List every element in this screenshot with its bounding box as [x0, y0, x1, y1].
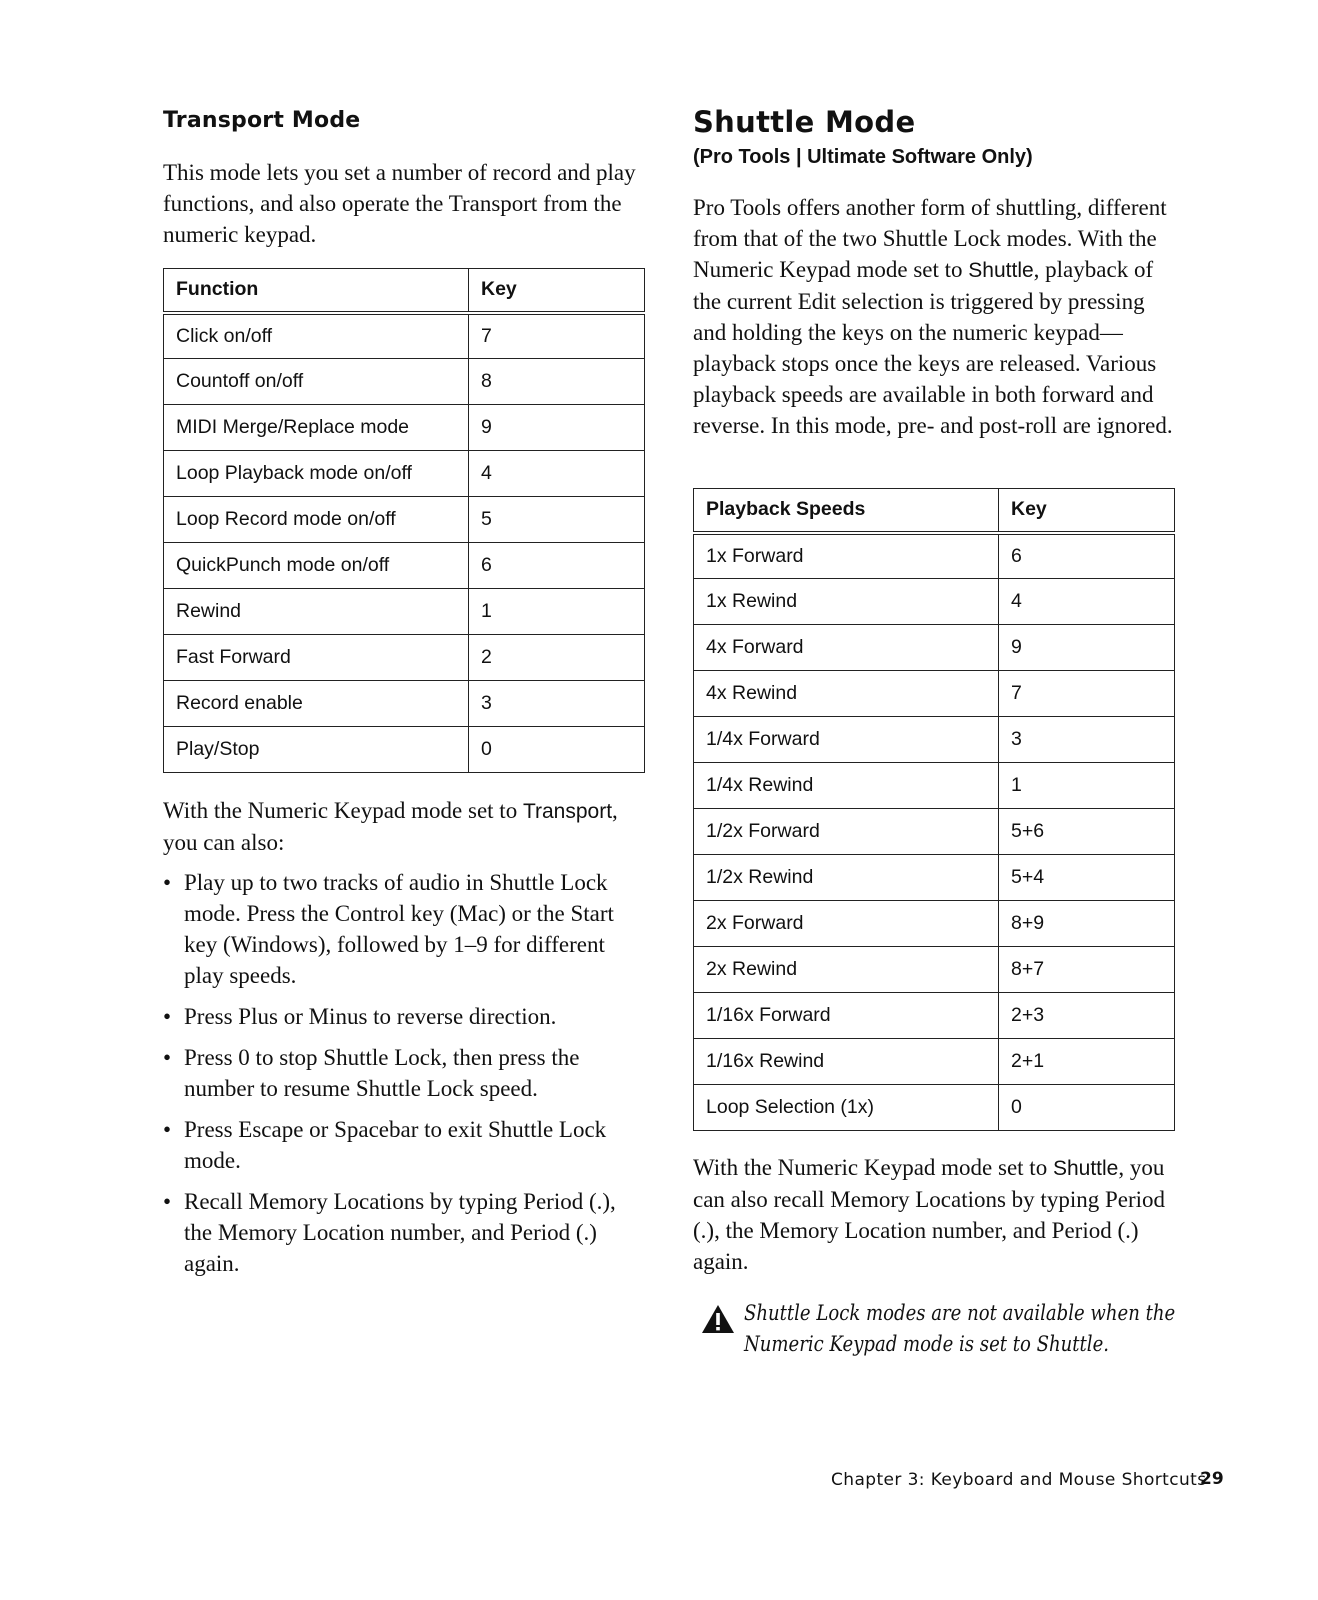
table-row: [694, 671, 1175, 717]
table-cell-key: 0: [469, 727, 645, 773]
transport-mode-heading: Transport Mode: [163, 108, 361, 133]
transport-intro: This mode lets you set a number of record and play functions, and also operate the Transport from the numeric keypad.: [163, 160, 636, 247]
table-cell-key: 8+9: [999, 901, 1175, 947]
warning-note-text: Shuttle Lock modes are not available when the Numeric Keypad mode is set to Shuttle.: [744, 1301, 1176, 1356]
table-cell-key: 5+6: [999, 809, 1175, 855]
table-cell-key: 6: [999, 533, 1175, 579]
table-cell-label: 1/2x Forward: [694, 809, 999, 855]
table-row: [164, 681, 645, 727]
playback-speeds-table: [693, 488, 1175, 1131]
shuttle-after-keyword: Shuttle: [1052, 1157, 1119, 1180]
table-cell-label: Play/Stop: [164, 727, 469, 773]
table-row: [694, 579, 1175, 625]
table-row: [164, 543, 645, 589]
transport-bullet-list: [163, 867, 645, 1289]
table-cell-label: 1x Rewind: [694, 579, 999, 625]
table-cell-key: 9: [999, 625, 1175, 671]
table-cell-label: MIDI Merge/Replace mode: [164, 405, 469, 451]
table-row: [164, 313, 645, 359]
table-cell-key: 2+3: [999, 993, 1175, 1039]
table-cell-key: 6: [469, 543, 645, 589]
table-cell-label: 1/16x Forward: [694, 993, 999, 1039]
table-cell-label: 2x Forward: [694, 901, 999, 947]
table-cell-key: 5: [469, 497, 645, 543]
table-cell-key: 5+4: [999, 855, 1175, 901]
table-row: [694, 947, 1175, 993]
list-item: • Press Plus or Minus to reverse direction.: [163, 1001, 645, 1032]
list-item: • Press Escape or Spacebar to exit Shuttle Lock mode.: [163, 1114, 645, 1176]
shuttle-intro-suffix: , playback of the current Edit selection is triggered by pressing and holding the keys on the numeric keypad—playback stops once the keys are released. Various playback speeds are available in both forward and reverse. In this mode, pre- and post-roll are ignored.: [693, 257, 1173, 438]
shuttle-after-suffix: , you can also recall Memory Locations by typing Period (.), the Memory Location number, and Period (.) again.: [693, 1155, 1166, 1274]
table-header-key: Key: [469, 269, 645, 313]
transport-after-text: [163, 795, 645, 858]
table-cell-key: 2+1: [999, 1039, 1175, 1085]
table-row: [694, 1085, 1175, 1131]
transport-after-prefix: With the Numeric Keypad mode set to: [163, 798, 523, 823]
table-cell-label: 1/4x Forward: [694, 717, 999, 763]
table-row: [694, 1039, 1175, 1085]
table-cell-key: 8: [469, 359, 645, 405]
transport-function-table: [163, 268, 645, 773]
table-cell-label: QuickPunch mode on/off: [164, 543, 469, 589]
list-item: • Press 0 to stop Shuttle Lock, then press the number to resume Shuttle Lock speed.: [163, 1042, 645, 1104]
table-row: [694, 533, 1175, 579]
table-cell-label: 4x Forward: [694, 625, 999, 671]
table-cell-key: 9: [469, 405, 645, 451]
shuttle-intro: [693, 192, 1175, 441]
list-item: • Play up to two tracks of audio in Shuttle Lock mode. Press the Control key (Mac) or the Start key (Windows), followed by 1–9 for different play speeds.: [163, 867, 645, 991]
warning-icon: [701, 1304, 735, 1334]
table-row: [164, 635, 645, 681]
table-row: [164, 451, 645, 497]
table-cell-key: 3: [469, 681, 645, 727]
table-cell-key: 2: [469, 635, 645, 681]
table-cell-key: 1: [999, 763, 1175, 809]
shuttle-mode-subheading: (Pro Tools | Ultimate Software Only): [693, 146, 1033, 168]
table-cell-key: 0: [999, 1085, 1175, 1131]
table-cell-key: 4: [469, 451, 645, 497]
table-cell-label: Fast Forward: [164, 635, 469, 681]
table-cell-label: 2x Rewind: [694, 947, 999, 993]
table-cell-label: 1/2x Rewind: [694, 855, 999, 901]
table-cell-key: 3: [999, 717, 1175, 763]
table-header-key: Key: [999, 489, 1175, 533]
table-header-playback-speeds: Playback Speeds: [694, 489, 999, 533]
table-row: [164, 405, 645, 451]
table-row: [164, 727, 645, 773]
table-cell-label: 1/16x Rewind: [694, 1039, 999, 1085]
table-header-row: [164, 269, 645, 313]
table-row: [694, 717, 1175, 763]
table-row: [694, 809, 1175, 855]
table-cell-label: 1x Forward: [694, 533, 999, 579]
table-row: [164, 589, 645, 635]
table-cell-key: 7: [999, 671, 1175, 717]
table-cell-label: Loop Selection (1x): [694, 1085, 999, 1131]
table-cell-label: Record enable: [164, 681, 469, 727]
footer-chapter: Chapter 3: Keyboard and Mouse Shortcuts: [831, 1470, 1207, 1490]
table-header-row: [694, 489, 1175, 533]
table-cell-label: Rewind: [164, 589, 469, 635]
table-cell-label: Loop Playback mode on/off: [164, 451, 469, 497]
table-row: [694, 625, 1175, 671]
shuttle-after-prefix: With the Numeric Keypad mode set to: [693, 1155, 1053, 1180]
shuttle-intro-keyword: Shuttle: [968, 259, 1034, 282]
list-item: • Recall Memory Locations by typing Period (.), the Memory Location number, and Period (.) again.: [163, 1186, 645, 1279]
table-row: [164, 497, 645, 543]
transport-keyword: Transport: [522, 800, 613, 823]
table-cell-label: 4x Rewind: [694, 671, 999, 717]
shuttle-mode-heading: Shuttle Mode: [693, 105, 916, 139]
table-cell-label: Loop Record mode on/off: [164, 497, 469, 543]
left-column: [163, 0, 645, 1600]
table-row: [694, 763, 1175, 809]
table-cell-label: Countoff on/off: [164, 359, 469, 405]
table-cell-key: 7: [469, 313, 645, 359]
table-row: [694, 901, 1175, 947]
shuttle-intro-prefix: Pro Tools offers another form of shuttling, different from that of the two Shuttle Lock modes. With the Numeric Keypad mode set to: [693, 195, 1167, 282]
right-column: [693, 0, 1175, 1600]
table-row: [694, 993, 1175, 1039]
footer-page-number: 29: [1200, 1469, 1224, 1489]
table-cell-key: 4: [999, 579, 1175, 625]
table-cell-label: Click on/off: [164, 313, 469, 359]
table-cell-key: 1: [469, 589, 645, 635]
shuttle-after-text: [693, 1152, 1175, 1277]
transport-after-suffix: , you can also:: [163, 798, 618, 855]
table-cell-key: 8+7: [999, 947, 1175, 993]
table-row: [164, 359, 645, 405]
table-header-function: Function: [164, 269, 469, 313]
table-row: [694, 855, 1175, 901]
table-cell-label: 1/4x Rewind: [694, 763, 999, 809]
